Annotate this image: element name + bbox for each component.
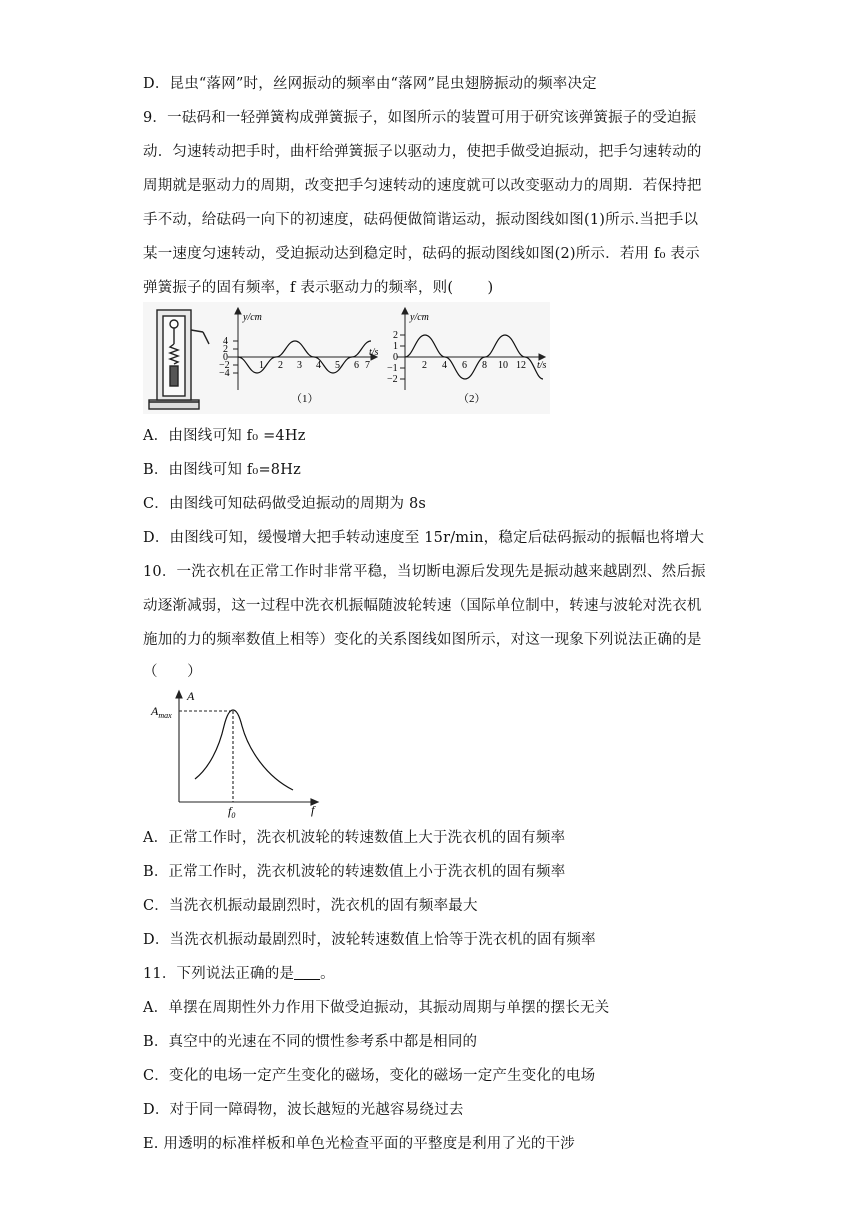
graph-2-xtick: 4 — [442, 360, 447, 371]
graph-2-ytick: 0 — [393, 352, 398, 363]
q10-option-a: A．正常工作时，洗衣机波轮的转速数值上大于洗衣机的固有频率 — [143, 830, 566, 846]
graph-1-xtick: 1 — [259, 360, 264, 371]
q9-option-a: A．由图线可知 f₀ =4Hz — [143, 428, 306, 444]
q11-option-a: A．单摆在周期性外力作用下做受迫振动，其振动周期与单摆的摆长无关 — [143, 1000, 610, 1016]
graph-2-xtick: 6 — [462, 360, 467, 371]
q10-option-b: B．正常工作时，洗衣机波轮的转速数值上小于洗衣机的固有频率 — [143, 864, 566, 880]
q10-option-c: C．当洗衣机振动最剧烈时，洗衣机的固有频率最大 — [143, 898, 478, 914]
q10-option-d: D．当洗衣机振动最剧烈时，波轮转速数值上恰等于洗衣机的固有频率 — [143, 932, 596, 948]
graph-2-ytick: 1 — [393, 341, 398, 352]
graph-1-ytick: −2 — [219, 360, 230, 371]
graph-2-xlabel: t/s — [537, 360, 547, 371]
graph-1-xlabel: t/s — [369, 347, 379, 358]
q9-stem-line: 某一速度匀速转动，受迫振动达到稳定时，砝码的振动图线如图(2)所示．若用 f₀ 表示 — [143, 246, 700, 262]
q11-stem-end: 。 — [320, 966, 335, 982]
q10-resonance-figure — [143, 688, 333, 820]
graph-2-xtick: 12 — [516, 360, 526, 371]
amplitude-axis-label: A — [187, 689, 195, 703]
graph-2-xtick: 2 — [422, 360, 427, 371]
q9-stem-line: 9．一砝码和一轻弹簧构成弹簧振子，如图所示的装置可用于研究该弹簧振子的受迫振 — [143, 110, 697, 126]
q10-stem-line: 动逐渐减弱，这一过程中洗衣机振幅随波轮转速（国际单位制中，转速与波轮对洗衣机 — [143, 598, 702, 614]
q10-stem-line: （ ） — [143, 664, 202, 680]
q9-stem-line: 动．匀速转动把手时，曲杆给弹簧振子以驱动力，使把手做受迫振动，把手匀速转动的 — [143, 144, 702, 160]
f0-label: $f_0$ — [228, 804, 236, 820]
q10-stem-line: 10．一洗衣机在正常工作时非常平稳，当切断电源后发现先是振动越来越剧烈、然后振 — [143, 564, 706, 580]
q10-stem-line: 施加的力的频率数值上相等）变化的关系图线如图所示，对这一现象下列说法正确的是 — [143, 632, 702, 648]
q11-option-d: D．对于同一障碍物，波长越短的光越容易绕过去 — [143, 1102, 464, 1118]
q8-option-d: D．昆虫“落网”时，丝网振动的频率由“落网”昆虫翅膀振动的频率决定 — [143, 76, 597, 92]
graph-1-xtick: 7 — [365, 360, 370, 371]
graph-2-ytick: −1 — [387, 363, 398, 374]
graph-1-xtick: 5 — [335, 360, 340, 371]
q11-option-b: B．真空中的光速在不同的惯性参考系中都是相同的 — [143, 1034, 478, 1050]
frequency-axis-label: f — [311, 803, 315, 817]
graph-2-xtick: 8 — [482, 360, 487, 371]
amax-label: $A_{max}$ — [151, 704, 172, 720]
graph-1-xtick: 2 — [278, 360, 283, 371]
q9-stem-line: 周期就是驱动力的周期，改变把手匀速转动的速度就可以改变驱动力的周期．若保持把 — [143, 178, 702, 194]
graph-1-xtick: 4 — [316, 360, 321, 371]
resonance-curve — [195, 710, 293, 790]
graph-1-ytick: 4 — [223, 336, 228, 347]
q11-option-e: E. 用透明的标准样板和单色光检查平面的平整度是利用了光的干涉 — [143, 1136, 576, 1152]
graph-1-xtick: 6 — [354, 360, 359, 371]
graph-2-caption: （2） — [458, 393, 486, 405]
graph-2-ytick: 2 — [393, 330, 398, 341]
q9-option-d: D．由图线可知，缓慢增大把手转动速度至 15r/min，稳定后砝码振动的振幅也将增大 — [143, 530, 705, 546]
graph-1-ylabel: y/cm — [243, 312, 262, 323]
graph-2-ylabel: y/cm — [410, 312, 429, 323]
graph-2-xtick: 10 — [498, 360, 508, 371]
graph-1-ytick: −4 — [219, 368, 230, 379]
q9-stem-line: 手不动，给砝码一向下的初速度，砝码便做简谐运动，振动图线如图(1)所示.当把手以 — [143, 212, 699, 228]
answer-blank — [294, 965, 320, 980]
graph-1-ytick: 2 — [223, 344, 228, 355]
graph-2-ytick: −2 — [387, 374, 398, 385]
q11-option-c: C．变化的电场一定产生变化的磁场，变化的磁场一定产生变化的电场 — [143, 1068, 596, 1084]
q9-stem-line: 弹簧振子的固有频率，f 表示驱动力的频率，则( ) — [143, 280, 494, 296]
q9-option-b: B．由图线可知 f₀=8Hz — [143, 462, 301, 478]
q11-stem — [143, 962, 335, 983]
q11-stem-text: 11．下列说法正确的是 — [143, 966, 295, 982]
graph-1-caption: （1） — [291, 393, 319, 405]
graph-1-xtick: 3 — [297, 360, 302, 371]
spring-oscillator-apparatus — [149, 310, 209, 409]
q9-option-c: C．由图线可知砝码做受迫振动的周期为 8s — [143, 496, 427, 512]
q9-figure — [143, 302, 550, 414]
graph-1-ytick: 0 — [223, 352, 228, 363]
